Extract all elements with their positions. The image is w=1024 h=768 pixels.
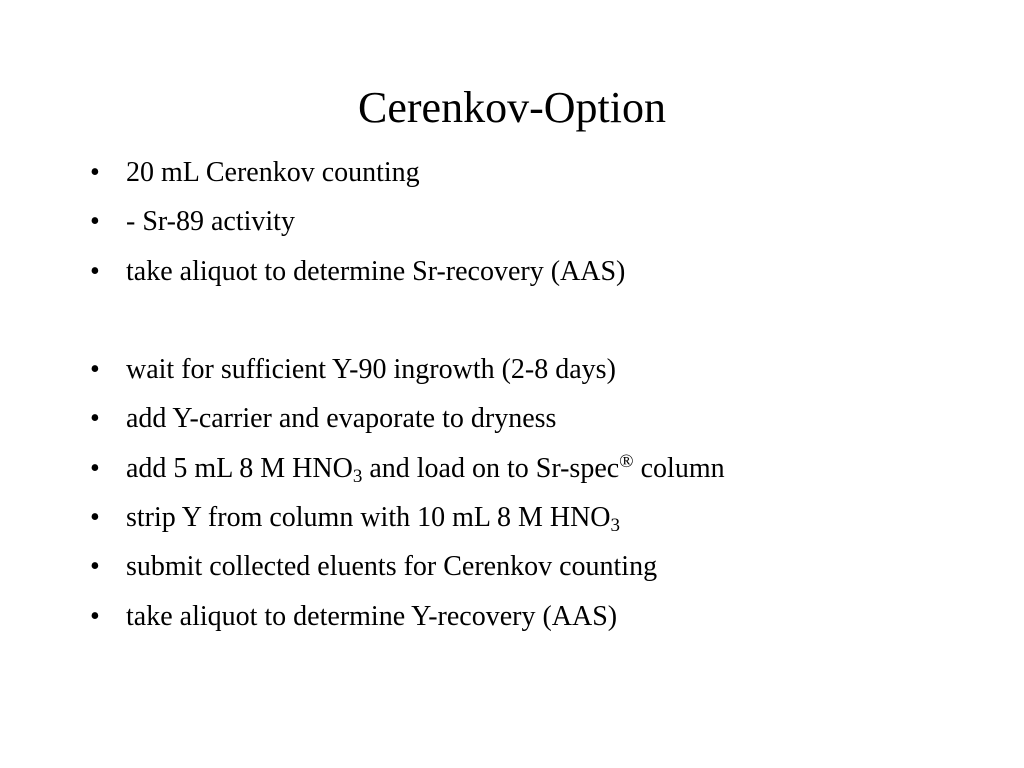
bullet-item-4: • wait for sufficient Y-90 ingrowth (2-8 days) [90, 345, 990, 394]
bullet-item-8: • submit collected eluents for Cerenkov counting [90, 542, 990, 591]
slide-title: Cerenkov-Option [358, 83, 666, 132]
bullet-item-3: • take aliquot to determine Sr-recovery (AAS) [90, 247, 990, 296]
bullet-item-2: • - Sr-89 activity [90, 197, 990, 246]
bullet-item-6 [90, 444, 990, 493]
subscript-3: 3 [352, 465, 363, 487]
subscript-3: 3 [610, 515, 621, 537]
bullet-item-1: • 20 mL Cerenkov counting [90, 148, 990, 197]
bullet-6-text-b: and load on to Sr-spec [362, 452, 620, 484]
bullet-6-text-a: add 5 mL 8 M HNO [126, 452, 353, 484]
bullet-spacer [90, 296, 990, 345]
registered-mark: ® [619, 450, 634, 472]
bullet-6-text-c: column [633, 452, 725, 484]
bullet-item-7 [90, 493, 990, 542]
bullet-7-text: strip Y from column with 10 mL 8 M HNO [126, 502, 611, 534]
bullet-item-5: • add Y-carrier and evaporate to dryness [90, 394, 990, 443]
bullet-item-9: • take aliquot to determine Y-recovery (AAS) [90, 592, 990, 641]
bullet-list [90, 148, 990, 641]
